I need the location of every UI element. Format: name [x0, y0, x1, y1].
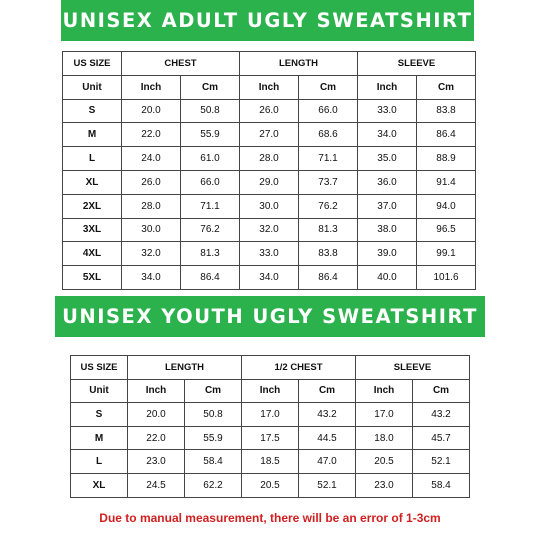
size-label: 4XL	[63, 242, 122, 266]
measurement-cell: 17.0	[356, 403, 413, 427]
size-label: 2XL	[63, 194, 122, 218]
measurement-cell: 45.7	[413, 426, 470, 450]
group-header: SLEEVE	[358, 52, 476, 76]
measurement-cell: 20.5	[356, 450, 413, 474]
youth-size-chart-title: UNISEX YOUTH UGLY SWEATSHIRT	[55, 296, 485, 337]
measurement-cell: 37.0	[358, 194, 417, 218]
header-row	[63, 52, 476, 76]
measurement-cell: 22.0	[128, 426, 185, 450]
measurement-cell: 81.3	[181, 242, 240, 266]
measurement-cell: 30.0	[240, 194, 299, 218]
measurement-cell: 34.0	[122, 266, 181, 290]
unit-header: Cm	[413, 379, 470, 403]
measurement-cell: 62.2	[185, 473, 242, 497]
group-header: LENGTH	[128, 356, 242, 380]
measurement-cell: 81.3	[299, 218, 358, 242]
measurement-cell: 61.0	[181, 147, 240, 171]
table-row	[71, 426, 470, 450]
size-label: XL	[71, 473, 128, 497]
adult-size-table	[62, 51, 476, 290]
measurement-cell: 83.8	[417, 99, 476, 123]
table-row	[63, 218, 476, 242]
size-label: S	[71, 403, 128, 427]
group-header: 1/2 CHEST	[242, 356, 356, 380]
measurement-cell: 96.5	[417, 218, 476, 242]
measurement-cell: 24.0	[122, 147, 181, 171]
unit-header: Inch	[358, 75, 417, 99]
measurement-cell: 27.0	[240, 123, 299, 147]
youth-table-body	[71, 356, 470, 498]
measurement-cell: 33.0	[240, 242, 299, 266]
size-label: XL	[63, 170, 122, 194]
unit-label: Unit	[71, 379, 128, 403]
unit-header: Cm	[299, 75, 358, 99]
unit-header: Inch	[122, 75, 181, 99]
size-label: M	[63, 123, 122, 147]
table-row	[71, 450, 470, 474]
measurement-cell: 58.4	[413, 473, 470, 497]
unit-header: Cm	[181, 75, 240, 99]
measurement-cell: 32.0	[240, 218, 299, 242]
unit-row	[71, 379, 470, 403]
measurement-cell: 23.0	[356, 473, 413, 497]
table-row	[63, 99, 476, 123]
measurement-cell: 71.1	[299, 147, 358, 171]
us-size-header: US SIZE	[71, 356, 128, 380]
youth-size-table	[70, 355, 470, 498]
group-header: LENGTH	[240, 52, 358, 76]
measurement-cell: 71.1	[181, 194, 240, 218]
measurement-cell: 18.5	[242, 450, 299, 474]
measurement-cell: 43.2	[299, 403, 356, 427]
measurement-cell: 58.4	[185, 450, 242, 474]
size-label: M	[71, 426, 128, 450]
measurement-cell: 66.0	[299, 99, 358, 123]
unit-header: Inch	[242, 379, 299, 403]
measurement-cell: 24.5	[128, 473, 185, 497]
size-label: 3XL	[63, 218, 122, 242]
measurement-cell: 20.0	[128, 403, 185, 427]
size-label: L	[71, 450, 128, 474]
measurement-cell: 50.8	[185, 403, 242, 427]
measurement-cell: 26.0	[122, 170, 181, 194]
table-row	[63, 123, 476, 147]
measurement-cell: 76.2	[181, 218, 240, 242]
measurement-cell: 52.1	[413, 450, 470, 474]
unit-row	[63, 75, 476, 99]
adult-table-body	[63, 52, 476, 290]
measurement-cell: 20.0	[122, 99, 181, 123]
measurement-cell: 94.0	[417, 194, 476, 218]
group-header: CHEST	[122, 52, 240, 76]
measurement-cell: 35.0	[358, 147, 417, 171]
unit-header: Inch	[240, 75, 299, 99]
measurement-cell: 39.0	[358, 242, 417, 266]
adult-size-chart-title: UNISEX ADULT UGLY SWEATSHIRT	[61, 0, 474, 41]
measurement-cell: 68.6	[299, 123, 358, 147]
unit-header: Cm	[185, 379, 242, 403]
measurement-cell: 33.0	[358, 99, 417, 123]
measurement-cell: 20.5	[242, 473, 299, 497]
measurement-cell: 17.5	[242, 426, 299, 450]
unit-header: Cm	[299, 379, 356, 403]
measurement-cell: 55.9	[181, 123, 240, 147]
measurement-cell: 52.1	[299, 473, 356, 497]
measurement-cell: 36.0	[358, 170, 417, 194]
measurement-cell: 73.7	[299, 170, 358, 194]
measurement-cell: 28.0	[240, 147, 299, 171]
measurement-cell: 86.4	[181, 266, 240, 290]
measurement-cell: 30.0	[122, 218, 181, 242]
size-label: S	[63, 99, 122, 123]
table-row	[71, 403, 470, 427]
measurement-cell: 38.0	[358, 218, 417, 242]
measurement-cell: 76.2	[299, 194, 358, 218]
size-label: L	[63, 147, 122, 171]
measurement-cell: 28.0	[122, 194, 181, 218]
unit-header: Cm	[417, 75, 476, 99]
measurement-cell: 34.0	[358, 123, 417, 147]
measurement-cell: 86.4	[299, 266, 358, 290]
table-row	[63, 194, 476, 218]
table-row	[63, 170, 476, 194]
measurement-error-note: Due to manual measurement, there will be an error of 1-3cm	[99, 511, 441, 525]
measurement-cell: 29.0	[240, 170, 299, 194]
measurement-cell: 18.0	[356, 426, 413, 450]
measurement-cell: 50.8	[181, 99, 240, 123]
measurement-cell: 47.0	[299, 450, 356, 474]
measurement-cell: 34.0	[240, 266, 299, 290]
table-row	[63, 147, 476, 171]
group-header: SLEEVE	[356, 356, 470, 380]
unit-header: Inch	[356, 379, 413, 403]
measurement-cell: 40.0	[358, 266, 417, 290]
measurement-cell: 23.0	[128, 450, 185, 474]
table-row	[63, 266, 476, 290]
measurement-cell: 22.0	[122, 123, 181, 147]
size-label: 5XL	[63, 266, 122, 290]
measurement-cell: 32.0	[122, 242, 181, 266]
measurement-cell: 88.9	[417, 147, 476, 171]
measurement-cell: 99.1	[417, 242, 476, 266]
measurement-cell: 66.0	[181, 170, 240, 194]
measurement-cell: 55.9	[185, 426, 242, 450]
table-row	[63, 242, 476, 266]
measurement-cell: 44.5	[299, 426, 356, 450]
measurement-cell: 26.0	[240, 99, 299, 123]
measurement-cell: 83.8	[299, 242, 358, 266]
unit-label: Unit	[63, 75, 122, 99]
unit-header: Inch	[128, 379, 185, 403]
measurement-cell: 101.6	[417, 266, 476, 290]
measurement-cell: 91.4	[417, 170, 476, 194]
measurement-cell: 17.0	[242, 403, 299, 427]
measurement-cell: 43.2	[413, 403, 470, 427]
header-row	[71, 356, 470, 380]
us-size-header: US SIZE	[63, 52, 122, 76]
measurement-cell: 86.4	[417, 123, 476, 147]
table-row	[71, 473, 470, 497]
